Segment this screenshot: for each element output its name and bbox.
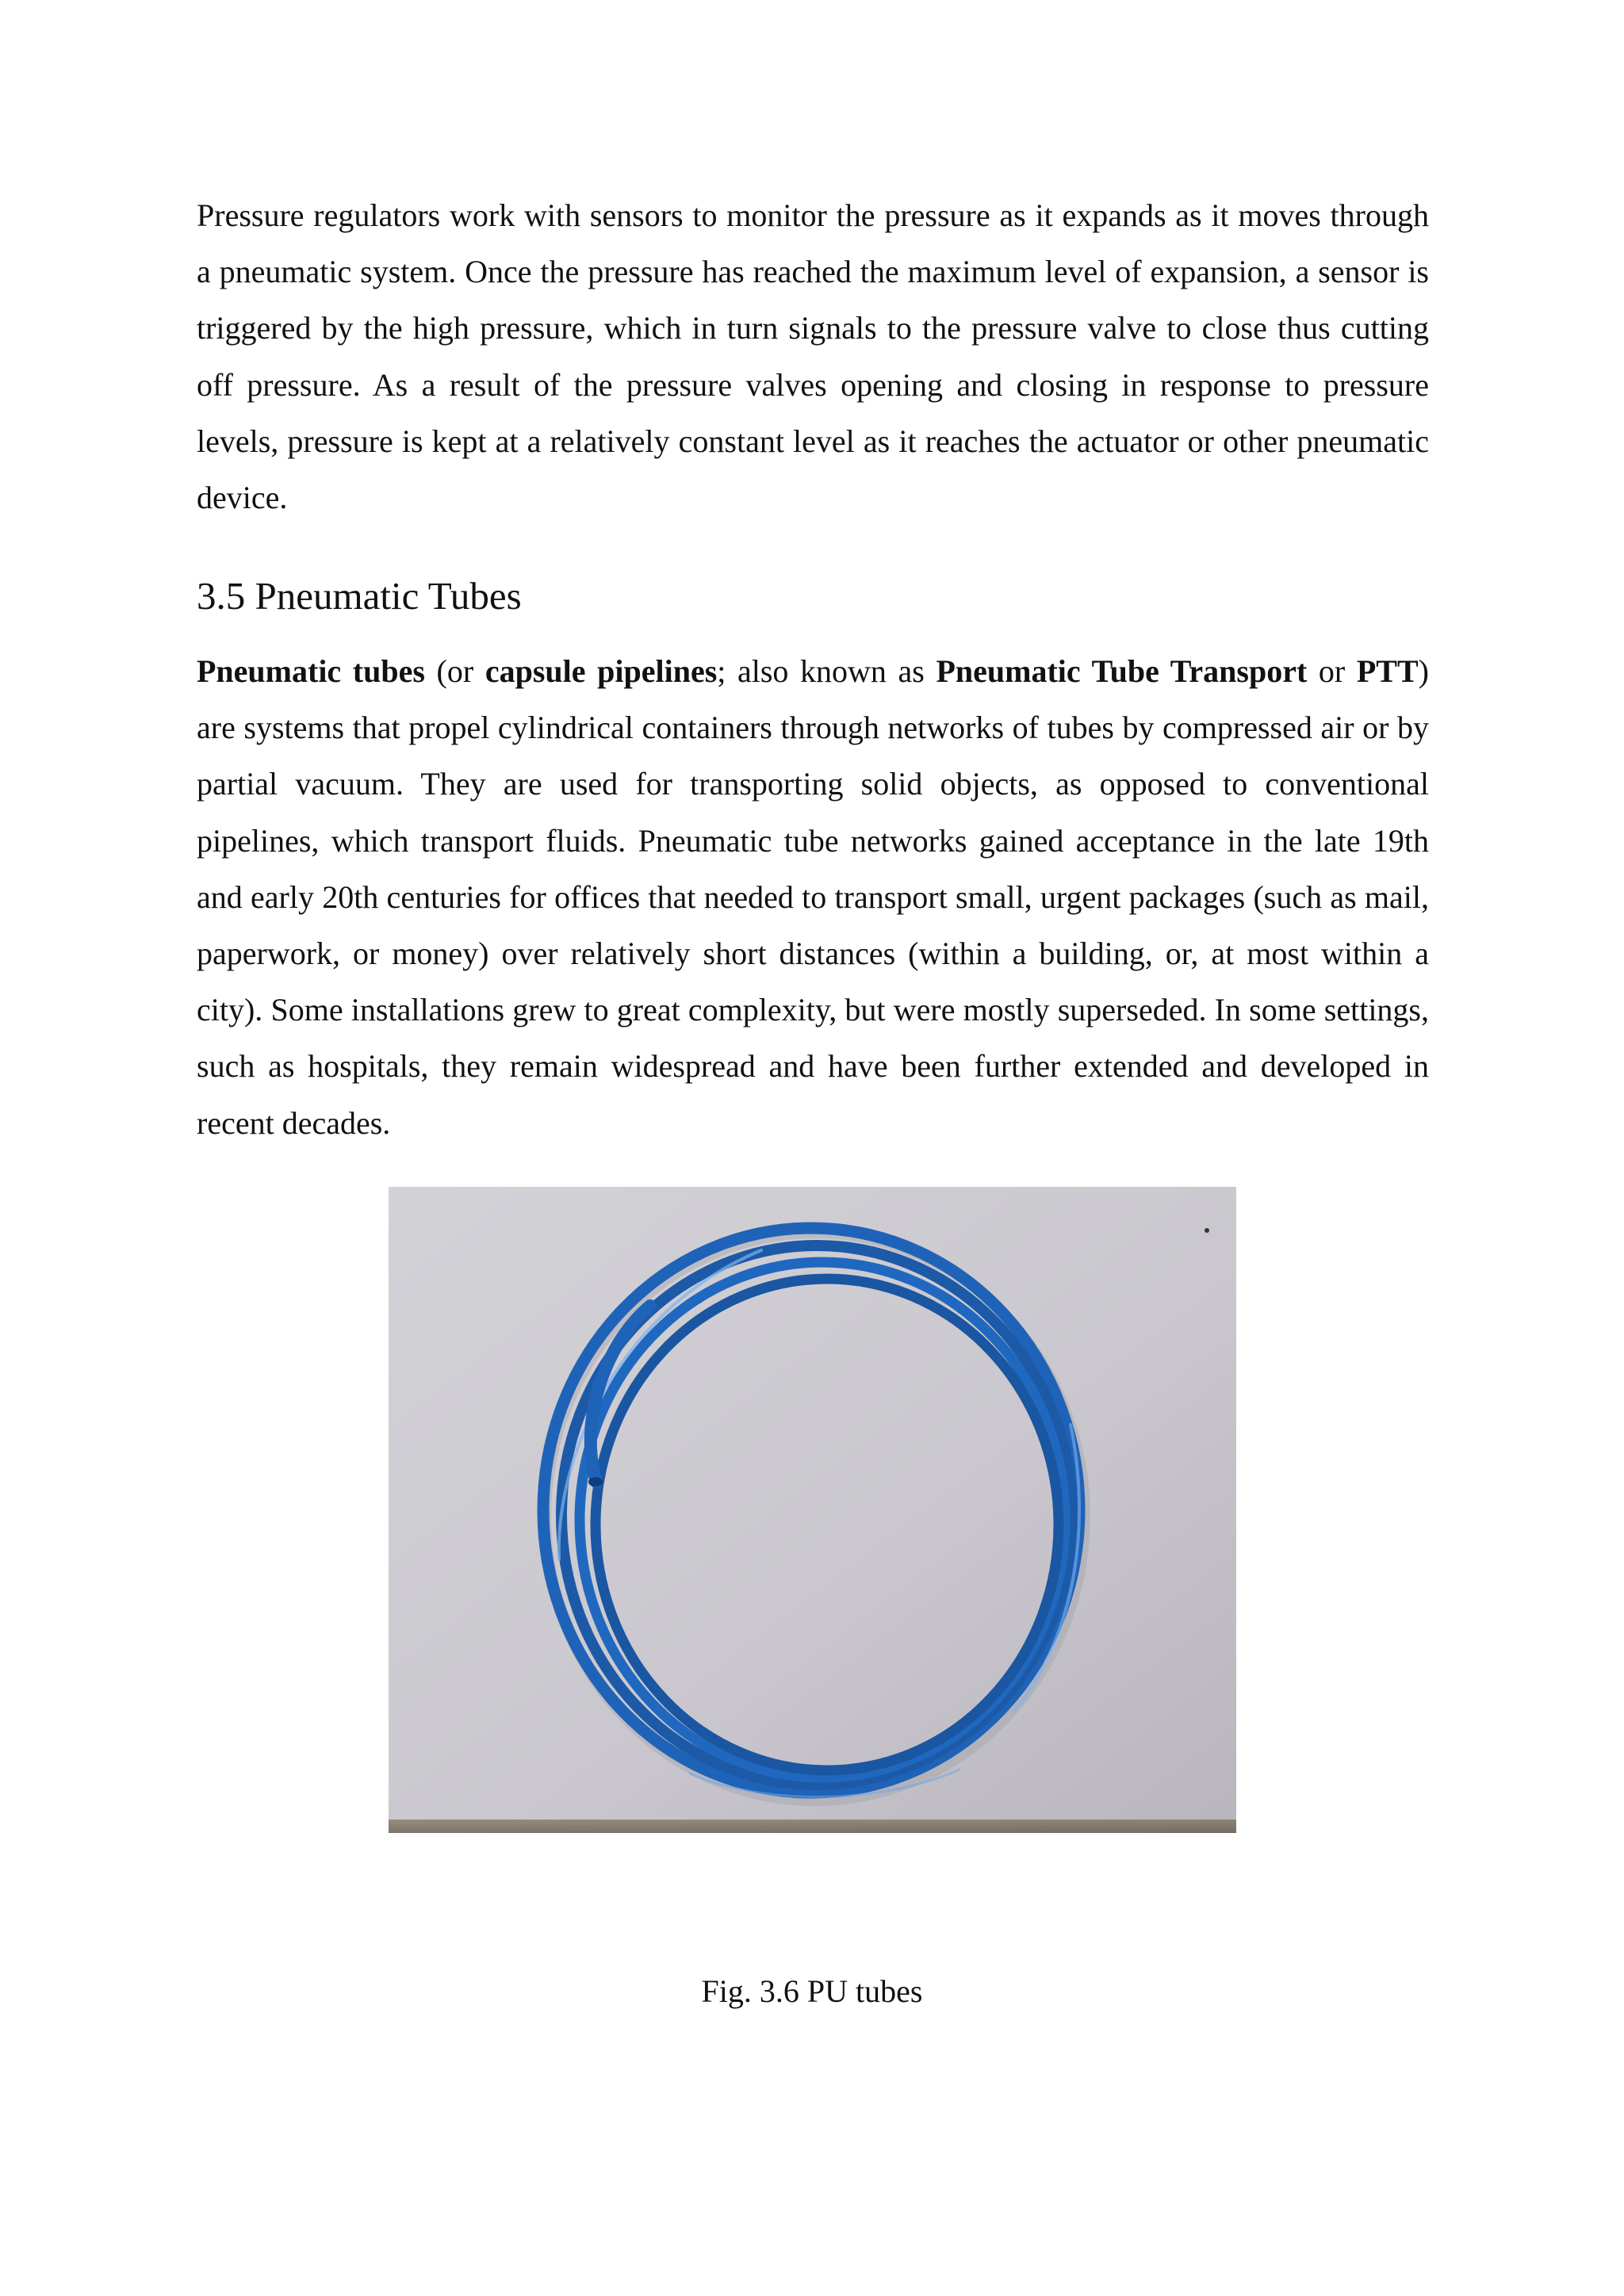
paragraph-pressure-regulators: Pressure regulators work with sensors to monitor the pressure as it expands as it moves through a pneumatic system. Once the pressure has reached the maximum level of expansion, a sensor is triggered by the high pressure, which in turn signals to the pressure valve to close thus cutting off pressure. As a result of the pressure valves opening and closing in response to pressure levels, pressure is kept at a relatively constant level as it reaches the actuator or other pneumatic device. bbox=[197, 197, 1429, 516]
para2-text-1: (or bbox=[424, 653, 485, 689]
pu-tubes-illustration bbox=[389, 1187, 1236, 1833]
term-pneumatic-tube-transport: Pneumatic Tube Transport bbox=[936, 653, 1308, 689]
para2-text-4: ) are systems that propel cylindrical containers through networks of tubes by compressed air or by partial vacuum. They are used for transporting solid objects, as opposed to conventional pipelines, which transport fluids. Pneumatic tube networks gained acceptance in the late 19th and early 20th centuries for offices that needed to transport small, urgent packages (such as mail, paperwork, or money) over relatively short distances (within a building, or, at most within a city). Some installations grew to great complexity, but were mostly superseded. In some settings, such as hospitals, they remain widespread and have been further extended and developed in recent decades. bbox=[197, 653, 1429, 1141]
term-ptt: PTT bbox=[1356, 653, 1419, 689]
section-heading: 3.5 Pneumatic Tubes bbox=[197, 574, 522, 618]
figure-caption: Fig. 3.6 PU tubes bbox=[701, 1973, 923, 2009]
paragraph-pneumatic-tubes bbox=[197, 643, 1429, 1151]
photo-floor-strip bbox=[389, 1820, 1236, 1833]
para2-text-2: ; also known as bbox=[717, 653, 936, 689]
para2-text-3: or bbox=[1307, 653, 1357, 689]
tube-end-cap bbox=[588, 1477, 603, 1487]
term-capsule-pipelines: capsule pipelines bbox=[485, 653, 718, 689]
term-pneumatic-tubes: Pneumatic tubes bbox=[197, 653, 425, 689]
pu-tubes-photo bbox=[389, 1187, 1236, 1833]
photo-speck bbox=[1205, 1228, 1209, 1233]
